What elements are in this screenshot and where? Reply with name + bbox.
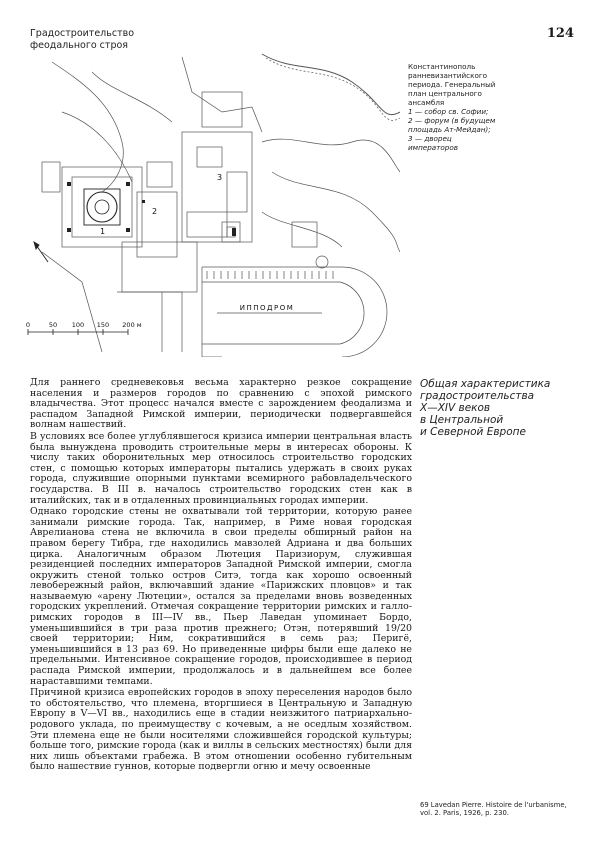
plan-label-2: 2 <box>152 207 158 216</box>
sidenote-line: и Северной Европе <box>420 426 526 438</box>
body-paragraph: Однако городские стены не охватывали той территории, которую ранее занимали римские города. Так, например, в Риме новая городская Аврелианова стена не включила в свои пределы обширный район на правом берегу Тибра, где находились мавзолей Адриана и два больших цирка. Аналогичным образом Лютеция Паризиорум, служившая резиденцией последних императоров Западной Римской империи, смогла окружить стеной только остров Ситэ, тогда как хорошо освоенный левобережный район, включавший здание «Парижских пловцов» и так называемую «арену Лютеции», остался за пределами вновь возведенных городских укреплений. Отмечая сокращение территории римских и галло-римских городов в III—IV вв., Пьер Лаведан упоминает Бордо, уменьшившийся в три раза против прежнего; Отэн, потерявший 19/20 своей территории; Ним, сократившийся в семь раз; Перигё, уменьшившийся в 13 раз 69. Но приведенные цифры были еще далеко не предельными. Интенсивное сокращение городов, происходившее в период распада Римской империи, продолжалось и в дальнейшем все более нараставшими темпами. <box>30 506 412 687</box>
margin-section-heading <box>420 378 580 438</box>
hippodrome-label: ИППОДРОМ <box>239 304 295 312</box>
city-plan-figure <box>22 52 400 357</box>
caption-line: план центрального <box>408 89 482 98</box>
caption-legend-item: 3 — дворец <box>408 134 452 143</box>
caption-legend-item: 2 — форум (в будущем <box>408 116 496 125</box>
plan-label-1: 1 <box>100 227 106 236</box>
scale-bar <box>26 321 142 335</box>
constantinople-plan-drawing <box>22 52 400 357</box>
body-paragraph: Для раннего средневековья весьма характерно резкое сокращение населения и размеров городов по сравнению с эпохой римского владычества. Этот процесс начался вместе с зарождением феодализма и распадом Западной Римской империи, периодически подвергавшейся волнам нашествий. <box>30 377 412 431</box>
caption-line: ранневизантийского <box>408 71 488 80</box>
sidenote-line: градостроительства <box>420 390 535 402</box>
caption-line: Константинополь <box>408 62 476 71</box>
sidenote-line: X—XIV веков <box>420 402 491 414</box>
section-title-line1: Градостроительство <box>30 28 135 39</box>
figure-caption <box>408 62 518 152</box>
main-body-text <box>30 378 412 774</box>
caption-line: ансамбля <box>408 98 445 107</box>
section-title-line2: феодального строя <box>30 40 129 51</box>
footnote: 69 Lavedan Pierre. Histoire de l'urbanisme, vol. 2. Paris, 1926, p. 230. <box>420 801 567 817</box>
body-paragraph: В условиях все более углублявшегося кризиса империи центральная власть была вынуждена проводить строительные меры в интересах обороны. К числу таких оборонительных мер относилось строительство городских стен, с помощью которых императоры пытались удержать в своих руках города, служившие опорными пунктами всемирного рабовладельческого государства. В III в. началось строительство городских стен как в италийских, так и в отдаленных провинциальных городах империи. <box>30 430 412 506</box>
body-paragraph: Причиной кризиса европейских городов в эпоху переселения народов было то обстоятельство, что племена, вторгшиеся в Центральную и Западную Европу в V—VI вв., находились еще в стадии неизжитого патриархально-родового уклада, по преимуществу с кочевым, а не оседлым хозяйством. Эти племена еще не были носителями сложившейся городской культуры; больше того, римские города (как и виллы в сельских местностях) были для них лишь объектами грабежа. В этом отношении особенно губительным было нашествие гуннов, которые подвергли огню и мечу освоенные <box>30 687 412 773</box>
page-number: 124 <box>546 26 574 41</box>
scale-tick-50: 50 <box>48 321 58 329</box>
caption-legend-item: площадь Ат-Мейдан); <box>408 125 491 134</box>
scale-tick-100: 100 <box>71 321 85 329</box>
sidenote-line: Общая характеристика <box>420 378 551 390</box>
caption-legend-item: императоров <box>408 143 458 152</box>
scale-tick-150: 150 <box>96 321 110 329</box>
plan-label-3: 3 <box>217 173 223 182</box>
caption-legend-item: 1 — собор св. Софии; <box>408 107 489 116</box>
running-header <box>30 28 134 52</box>
caption-line: периода. Генеральный <box>408 80 496 89</box>
scale-tick-0: 0 <box>25 321 31 329</box>
sidenote-line: в Центральной <box>420 414 504 426</box>
scale-tick-200: 200 м <box>122 321 142 329</box>
north-arrow-icon <box>34 242 48 262</box>
cathedral-symbol <box>84 189 120 225</box>
